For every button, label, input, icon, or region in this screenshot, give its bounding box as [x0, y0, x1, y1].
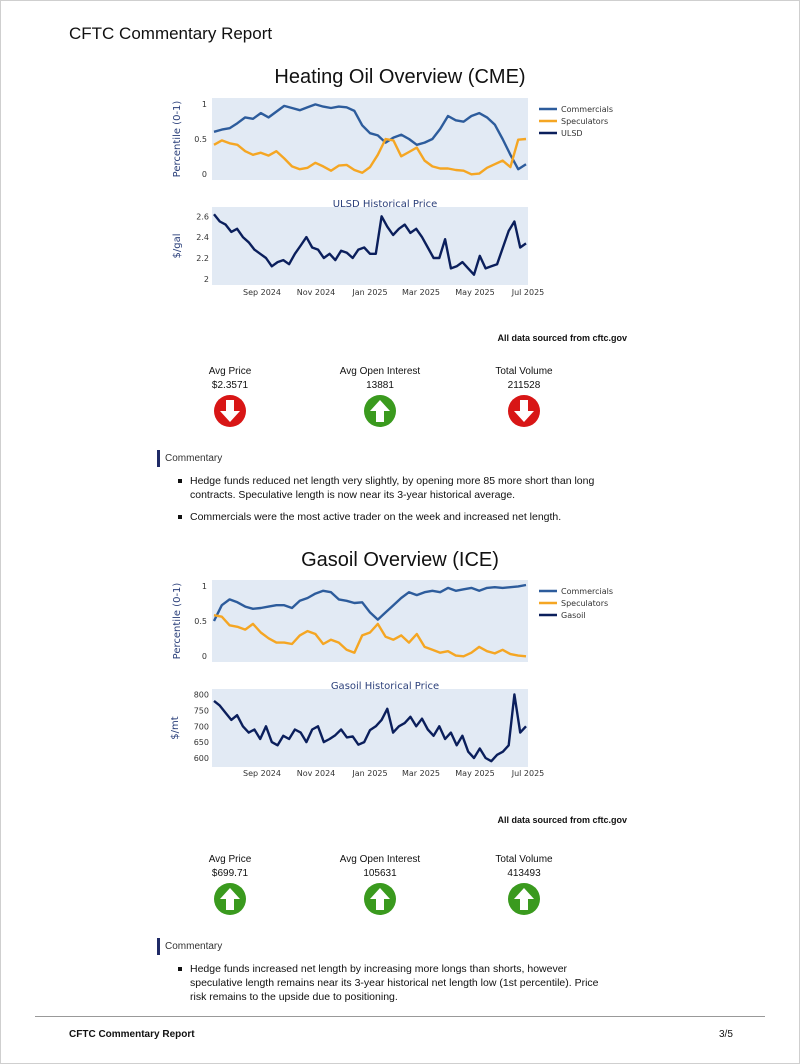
y-tick-label: 2: [203, 274, 209, 284]
commentary-list: [176, 962, 616, 1012]
x-tick-label: Jul 2025: [511, 288, 545, 297]
stat-value: 211528: [507, 380, 541, 391]
y-tick-label: 0: [201, 170, 207, 179]
x-tick-label: Jul 2025: [511, 769, 545, 778]
x-ticks: [243, 288, 544, 297]
arrow-up-icon: [363, 394, 397, 428]
stat-value: 13881: [366, 380, 394, 391]
y-axis-label: $/gal: [172, 233, 183, 259]
percentile-chart: [0, 572, 800, 672]
legend-commercials: Commercials: [561, 105, 614, 114]
commentary-heading: Commentary: [157, 938, 222, 955]
y-tick-label: 1: [201, 100, 207, 109]
stat-label: Avg Open Interest: [339, 854, 421, 865]
footer-title: CFTC Commentary Report: [69, 1029, 195, 1040]
stat-avg-open-interest: [300, 854, 460, 916]
y-tick-label: 650: [193, 738, 209, 748]
stat-total-volume: [444, 854, 604, 916]
x-tick-label: Jan 2025: [352, 288, 388, 297]
percentile-chart: [0, 90, 800, 190]
plot-background: [212, 580, 528, 662]
source-note: All data sourced from cftc.gov: [497, 815, 627, 825]
stat-value: $699.71: [211, 868, 249, 879]
stat-label: Avg Price: [208, 854, 252, 865]
commentary-item: Commercials were the most active trader on the week and increased net length.: [176, 510, 616, 524]
x-tick-label: Jan 2025: [352, 769, 388, 778]
y-axis-label: Percentile (0-1): [172, 582, 183, 660]
commentary-item: Hedge funds reduced net length very slightly, by opening more 85 more short than long contracts. Speculative length is now near its 3-year historical average.: [176, 474, 616, 502]
y-tick-label: 800: [193, 690, 209, 700]
y-ticks: [194, 691, 209, 764]
stat-value: 413493: [507, 868, 541, 879]
y-tick-label: 750: [193, 706, 209, 716]
commentary-item: Hedge funds increased net length by increasing more longs than shorts, however speculative length remains near its 3-year historical net length low (1st percentile). Price risk remains to the upside due to positioning.: [176, 962, 616, 1004]
x-tick-label: Sep 2024: [243, 288, 281, 297]
arrow-down-icon: [507, 394, 541, 428]
stat-label: Avg Open Interest: [339, 366, 421, 377]
x-tick-label: Mar 2025: [402, 288, 440, 297]
stat-total-volume: [444, 366, 604, 428]
footer-divider: [35, 1016, 765, 1017]
y-tick-label: 1: [201, 582, 207, 591]
plot-background: [212, 207, 528, 285]
section-title: Gasoil Overview (ICE): [301, 549, 499, 571]
stat-value: 105631: [363, 868, 397, 879]
page-number: 3/5: [719, 1029, 733, 1040]
y-tick-label: 700: [193, 722, 209, 732]
y-axis-label: $/mt: [170, 716, 181, 740]
y-ticks: [196, 212, 209, 283]
stat-label: Total Volume: [495, 366, 553, 377]
section-title: Heating Oil Overview (CME): [274, 66, 526, 88]
legend-speculators: Speculators: [561, 599, 609, 608]
arrow-up-icon: [507, 882, 541, 916]
x-tick-label: Mar 2025: [402, 769, 440, 778]
x-ticks: [243, 769, 544, 778]
y-tick-label: 2.4: [196, 233, 209, 243]
plot-background: [212, 689, 528, 767]
y-tick-label: 2.6: [196, 212, 209, 222]
y-tick-label: 0.5: [194, 135, 207, 144]
price-chart: [0, 678, 800, 782]
price-chart-title: Gasoil Historical Price: [330, 681, 440, 692]
price-chart: [0, 196, 800, 300]
x-tick-label: Sep 2024: [243, 769, 281, 778]
x-tick-label: Nov 2024: [296, 288, 336, 297]
y-axis-label: Percentile (0-1): [172, 100, 183, 178]
price-chart-title: ULSD Historical Price: [332, 199, 438, 210]
legend-price: Gasoil: [561, 611, 586, 620]
arrow-up-icon: [363, 882, 397, 916]
stat-value: $2.3571: [211, 380, 249, 391]
y-tick-label: 600: [193, 754, 209, 763]
source-note: All data sourced from cftc.gov: [497, 333, 627, 343]
y-tick-label: 2.2: [196, 254, 209, 263]
y-tick-label: 0.5: [194, 617, 207, 626]
legend-commercials: Commercials: [561, 587, 614, 596]
legend-speculators: Speculators: [561, 117, 609, 126]
report-title: CFTC Commentary Report: [69, 24, 273, 43]
stat-label: Avg Price: [208, 366, 252, 377]
y-tick-label: 0: [201, 652, 207, 661]
stat-avg-price: [150, 854, 310, 916]
x-tick-label: Nov 2024: [296, 769, 336, 778]
commentary-heading: Commentary: [157, 450, 222, 467]
legend-price: ULSD: [561, 129, 583, 138]
stat-avg-price: [150, 366, 310, 428]
x-tick-label: May 2025: [455, 769, 495, 778]
stat-avg-open-interest: [300, 366, 460, 428]
arrow-down-icon: [213, 394, 247, 428]
arrow-up-icon: [213, 882, 247, 916]
commentary-list: [176, 474, 616, 532]
stat-label: Total Volume: [495, 854, 553, 865]
x-tick-label: May 2025: [455, 288, 495, 297]
